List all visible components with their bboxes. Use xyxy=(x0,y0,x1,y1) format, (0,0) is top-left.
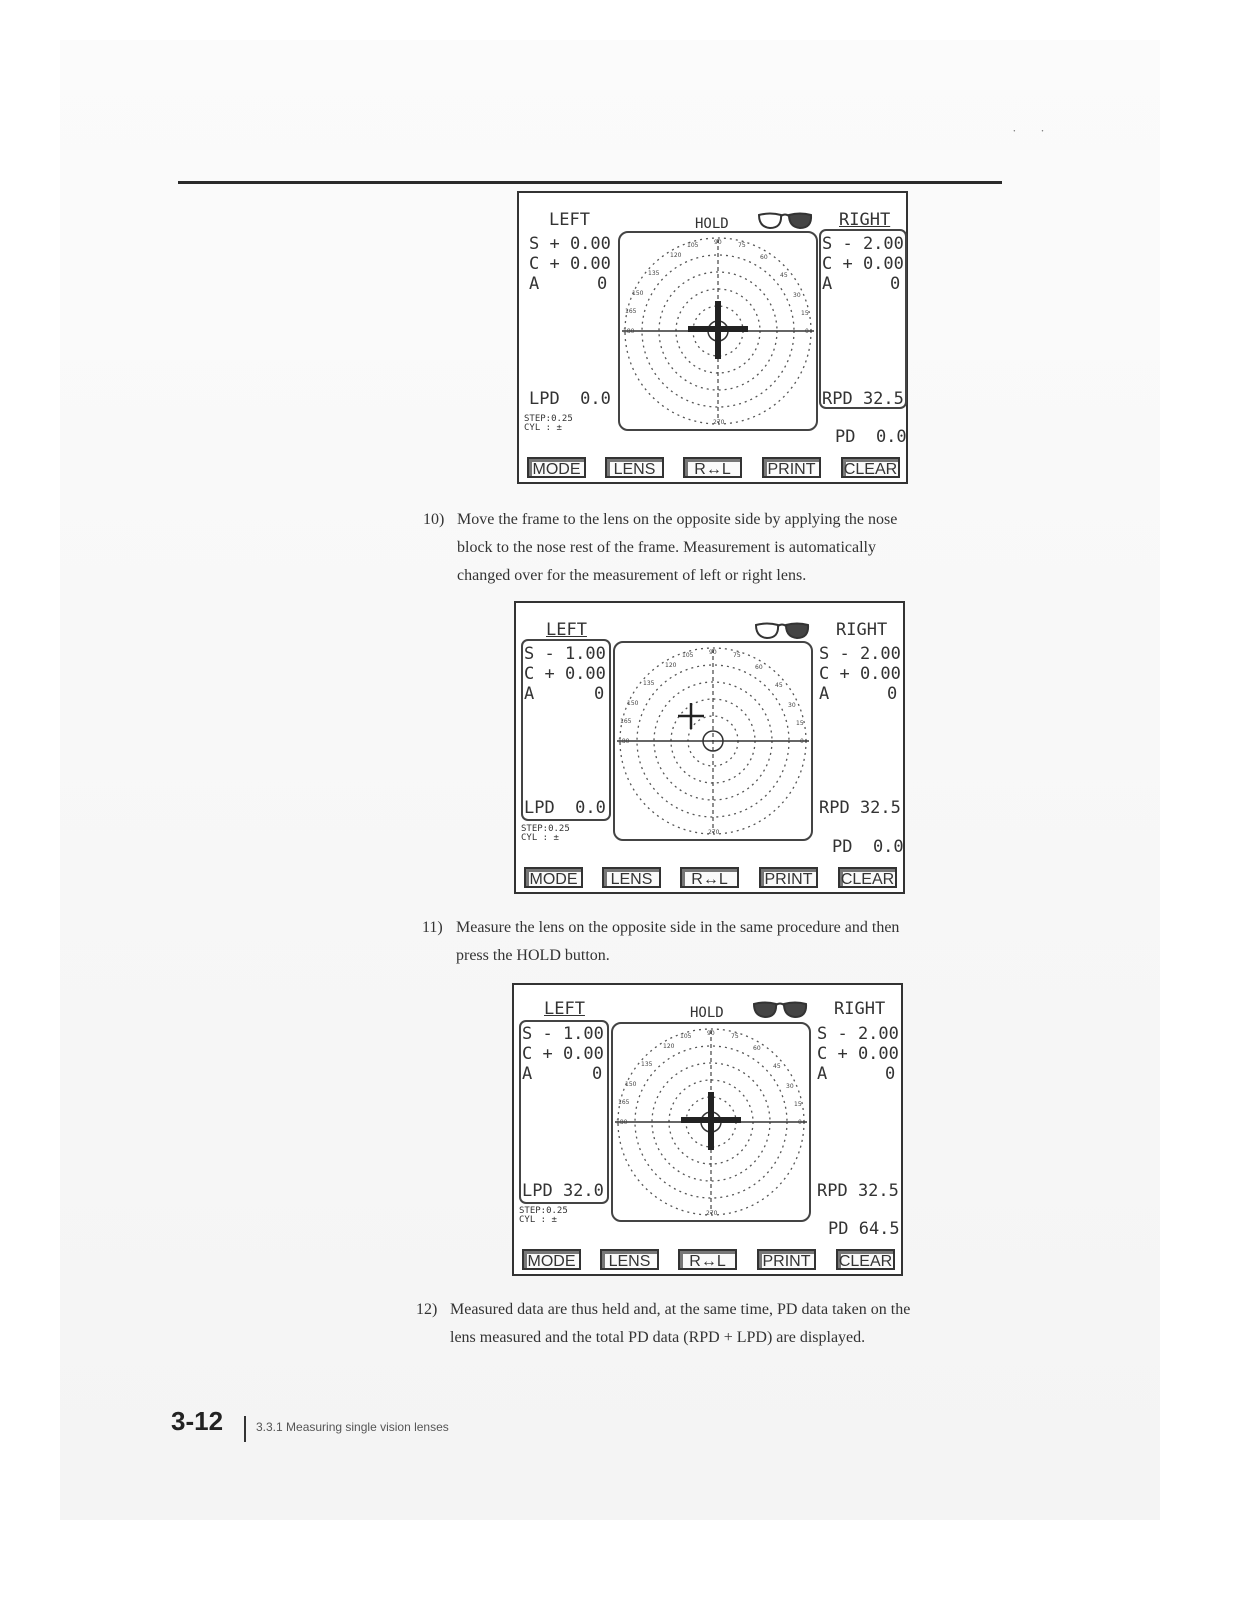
mode-button[interactable]: MODE xyxy=(524,867,583,888)
tick-label: 75 xyxy=(733,652,741,659)
glasses-icon xyxy=(751,998,809,1020)
glasses-icon xyxy=(753,619,811,641)
tick-label: 30 xyxy=(793,292,801,299)
tick-label: 60 xyxy=(755,664,763,671)
tick-label: 15 xyxy=(794,1101,802,1108)
tick-label: 180 xyxy=(618,738,630,745)
lens-button[interactable]: LENS xyxy=(600,1249,659,1270)
tick-label: 105 xyxy=(687,242,699,249)
tick-label: 105 xyxy=(682,652,694,659)
rpd-value: RPD 32.5 xyxy=(819,798,901,818)
left-cylinder: C + 0.00 xyxy=(529,254,611,274)
target-graphic xyxy=(615,643,811,839)
tick-label: 180 xyxy=(616,1119,628,1126)
right-axis-value: 0 xyxy=(885,1064,896,1084)
tick-label: 165 xyxy=(620,718,632,725)
r-l-button[interactable]: R↔L xyxy=(678,1249,737,1270)
left-label: LEFT xyxy=(546,620,587,640)
cyl-readout: CYL : ± xyxy=(524,423,562,433)
right-axis-label: A xyxy=(822,274,833,294)
rpd-value: RPD 32.5 xyxy=(822,389,904,409)
tick-label: 120 xyxy=(670,252,682,259)
clear-button[interactable]: CLEAR xyxy=(838,867,897,888)
pd-value: PD 0.0 xyxy=(832,837,904,857)
alignment-target xyxy=(618,231,818,431)
right-axis-value: 0 xyxy=(890,274,901,294)
print-button[interactable]: PRINT xyxy=(757,1249,816,1270)
print-button[interactable]: PRINT xyxy=(762,457,821,478)
alignment-target xyxy=(613,641,813,841)
right-sphere: S - 2.00 xyxy=(817,1024,899,1044)
pd-value: PD 64.5 xyxy=(828,1219,900,1239)
footer-divider xyxy=(244,1416,246,1442)
section-title: 3.3.1 Measuring single vision lenses xyxy=(256,1420,449,1434)
right-cylinder: C + 0.00 xyxy=(819,664,901,684)
cyl-readout: CYL : ± xyxy=(519,1215,557,1225)
step-12-text: 12) Measured data are thus held and, at the same time, PD data taken on the lens measured and the total PD data (RPD + LPD) are displayed. xyxy=(416,1301,911,1346)
step-10-text: 10) Move the frame to the lens on the opposite side by applying the nose block to the nose rest of the frame. Measurement is automatically changed over for the measurement of left or right lens. xyxy=(423,511,898,584)
header-rule xyxy=(178,181,1002,184)
tick-label: 270 xyxy=(708,829,720,836)
tick-label: 270 xyxy=(713,419,725,426)
tick-label: 135 xyxy=(648,270,660,277)
left-label: LEFT xyxy=(544,999,585,1019)
r-l-button[interactable]: R↔L xyxy=(680,867,739,888)
tick-label: 75 xyxy=(731,1033,739,1040)
tick-label: 0 xyxy=(800,738,804,745)
tick-label: 15 xyxy=(801,310,809,317)
target-graphic xyxy=(620,233,816,429)
tick-label: 105 xyxy=(680,1033,692,1040)
cyl-readout: CYL : ± xyxy=(521,833,559,843)
left-axis-label: A xyxy=(522,1064,533,1084)
lensmeter-screen-3 xyxy=(512,983,903,1276)
left-axis-value: 0 xyxy=(594,684,605,704)
scan-marks: ˙ ˙ xyxy=(1012,128,1055,143)
r-l-button[interactable]: R↔L xyxy=(683,457,742,478)
left-sphere: S + 0.00 xyxy=(529,234,611,254)
left-sphere: S - 1.00 xyxy=(524,644,606,664)
tick-label: 165 xyxy=(625,308,637,315)
tick-label: 45 xyxy=(775,682,783,689)
left-axis-value: 0 xyxy=(592,1064,603,1084)
tick-label: 150 xyxy=(625,1081,637,1088)
tick-label: 0 xyxy=(798,1119,802,1126)
lensmeter-screen-2 xyxy=(514,601,905,894)
right-label: RIGHT xyxy=(836,620,888,640)
lensmeter-screen-1 xyxy=(517,191,908,484)
tick-label: 180 xyxy=(623,328,635,335)
tick-label: 270 xyxy=(706,1210,718,1217)
mode-button[interactable]: MODE xyxy=(522,1249,581,1270)
rpd-value: RPD 32.5 xyxy=(817,1181,899,1201)
alignment-target xyxy=(611,1022,811,1222)
tick-label: 45 xyxy=(780,272,788,279)
right-sphere: S - 2.00 xyxy=(822,234,904,254)
page-number: 3-12 xyxy=(171,1406,224,1436)
step-readout: STEP:0.25 xyxy=(521,824,570,834)
lpd-value: LPD 0.0 xyxy=(529,389,611,409)
left-axis-value: 0 xyxy=(597,274,608,294)
right-label: RIGHT xyxy=(839,210,891,230)
tick-label: 120 xyxy=(663,1043,675,1050)
lpd-value: LPD 0.0 xyxy=(524,798,606,818)
right-sphere: S - 2.00 xyxy=(819,644,901,664)
left-axis-label: A xyxy=(529,274,540,294)
tick-label: 90 xyxy=(714,239,722,246)
left-cylinder: C + 0.00 xyxy=(524,664,606,684)
mode-button[interactable]: MODE xyxy=(527,457,586,478)
tick-label: 150 xyxy=(627,700,639,707)
step-readout: STEP:0.25 xyxy=(524,414,573,424)
tick-label: 150 xyxy=(632,290,644,297)
step-11-text: 11) Measure the lens on the opposite side in the same procedure and then press the HOLD button. xyxy=(422,919,900,964)
tick-label: 15 xyxy=(796,720,804,727)
pd-value: PD 0.0 xyxy=(835,427,907,447)
tick-label: 30 xyxy=(788,702,796,709)
tick-label: 30 xyxy=(786,1083,794,1090)
right-axis-label: A xyxy=(819,684,830,704)
lens-button[interactable]: LENS xyxy=(605,457,664,478)
tick-label: 75 xyxy=(738,242,746,249)
left-sphere: S - 1.00 xyxy=(522,1024,604,1044)
left-axis-label: A xyxy=(524,684,535,704)
tick-label: 135 xyxy=(641,1061,653,1068)
tick-label: 135 xyxy=(643,680,655,687)
tick-label: 165 xyxy=(618,1099,630,1106)
hold-label: HOLD xyxy=(695,216,729,232)
lens-button[interactable]: LENS xyxy=(602,867,661,888)
right-cylinder: C + 0.00 xyxy=(817,1044,899,1064)
tick-label: 90 xyxy=(707,1030,715,1037)
clear-button[interactable]: CLEAR xyxy=(836,1249,895,1270)
left-label: LEFT xyxy=(549,210,590,230)
tick-label: 120 xyxy=(665,662,677,669)
tick-label: 0 xyxy=(805,328,809,335)
glasses-icon xyxy=(756,209,814,231)
hold-label: HOLD xyxy=(690,1005,724,1021)
lpd-value: LPD 32.0 xyxy=(522,1181,604,1201)
tick-label: 90 xyxy=(709,649,717,656)
left-cylinder: C + 0.00 xyxy=(522,1044,604,1064)
tick-label: 60 xyxy=(760,254,768,261)
right-cylinder: C + 0.00 xyxy=(822,254,904,274)
right-axis-label: A xyxy=(817,1064,828,1084)
target-graphic xyxy=(613,1024,809,1220)
tick-label: 45 xyxy=(773,1063,781,1070)
tick-label: 60 xyxy=(753,1045,761,1052)
step-readout: STEP:0.25 xyxy=(519,1206,568,1216)
clear-button[interactable]: CLEAR xyxy=(841,457,900,478)
print-button[interactable]: PRINT xyxy=(759,867,818,888)
right-axis-value: 0 xyxy=(887,684,898,704)
right-label: RIGHT xyxy=(834,999,886,1019)
